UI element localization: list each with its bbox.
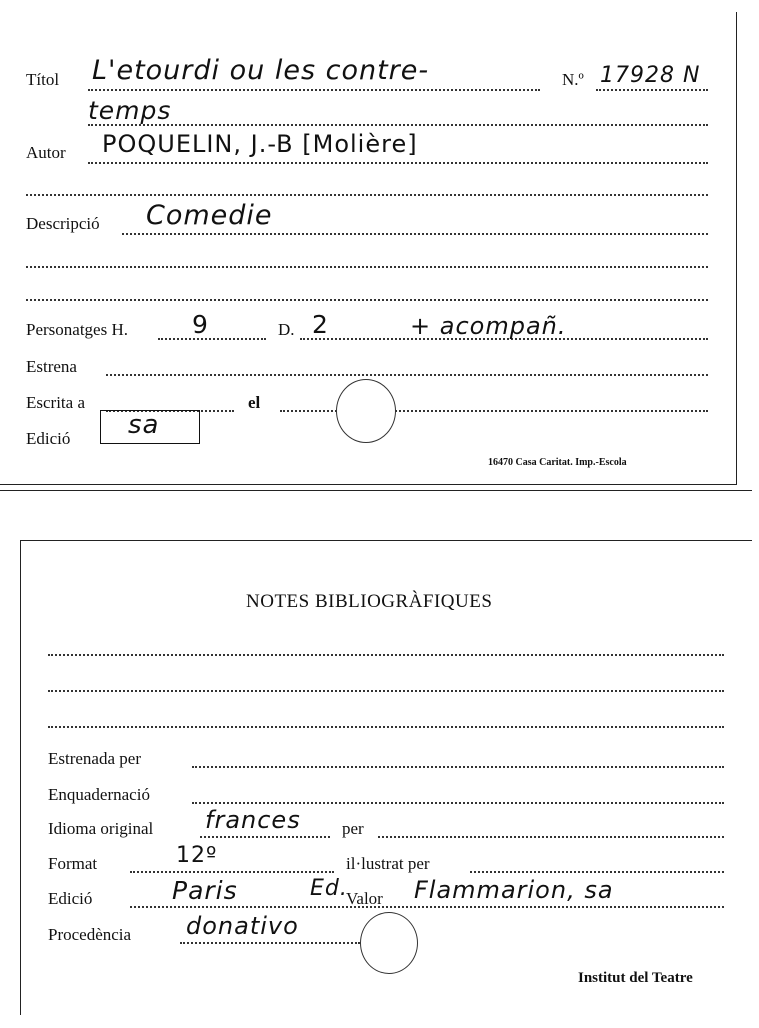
numero-label: N.º xyxy=(562,70,584,89)
titol-value: L'etourdi ou les contre- xyxy=(92,55,430,86)
personatges-extra-value: + acompañ. xyxy=(410,312,567,340)
format-value: 12º xyxy=(176,843,218,868)
procedencia-dotted-line xyxy=(180,942,360,944)
autor-value: POQUELIN, J.-B [Molière] xyxy=(102,130,418,158)
procedencia-label: Procedència xyxy=(48,925,132,944)
institution-name: Institut del Teatre xyxy=(578,970,693,986)
estrenada-per-dotted-line xyxy=(192,766,724,768)
notes-line-3 xyxy=(48,726,724,728)
personatges-d-label: D. xyxy=(278,320,295,339)
notes-heading: NOTES BIBLIOGRÀFIQUES xyxy=(246,591,493,612)
autor-extra-line xyxy=(26,194,708,196)
descripcio-extra-line-1 xyxy=(26,266,708,268)
idioma-value: frances xyxy=(205,806,301,834)
descripcio-dotted-line xyxy=(122,233,708,235)
personatges-label: Personatges H. xyxy=(26,320,128,339)
descripcio-extra-line-2 xyxy=(26,299,708,301)
titol-dotted-line xyxy=(88,89,540,91)
numero-dotted-line xyxy=(596,89,708,91)
back-edicio-label: Edició xyxy=(48,889,93,908)
escrita-el-label: el xyxy=(248,393,261,412)
notes-line-1 xyxy=(48,654,724,656)
idioma-dotted-line xyxy=(200,836,330,838)
back-edicio-dotted-line xyxy=(130,906,724,908)
card-divider-line xyxy=(0,490,752,491)
personatges-d-value: 2 xyxy=(312,310,329,339)
idioma-label: Idioma original xyxy=(48,819,154,838)
edicio-label: Edició xyxy=(26,429,71,448)
enquadernacio-dotted-line xyxy=(192,802,724,804)
personatges-h-value: 9 xyxy=(192,310,209,339)
descripcio-label: Descripció xyxy=(26,214,100,233)
enquadernacio-label: Enquadernació xyxy=(48,785,150,804)
titol-continuation-line xyxy=(88,124,708,126)
edicio-value: sa xyxy=(128,410,160,440)
autor-label: Autor xyxy=(26,143,66,162)
format-dotted-line xyxy=(130,871,334,873)
back-edicio-ed-value: Ed. xyxy=(310,876,348,901)
idioma-per-label: per xyxy=(342,819,364,838)
titol-label: Títol xyxy=(26,70,60,89)
notes-line-2 xyxy=(48,690,724,692)
estrenada-per-label: Estrenada per xyxy=(48,749,141,768)
procedencia-value: donativo xyxy=(186,912,299,940)
estrena-label: Estrena xyxy=(26,357,77,376)
autor-dotted-line xyxy=(88,162,708,164)
printer-imprint: 16470 Casa Caritat. Imp.-Escola xyxy=(488,457,627,468)
estrena-dotted-line xyxy=(106,374,708,376)
numero-value: 17928 N xyxy=(600,63,701,88)
titol-value-continuation: temps xyxy=(88,96,172,125)
personatges-h-dotted-line xyxy=(158,338,266,340)
punch-hole xyxy=(336,379,396,443)
back-edicio-publisher-value: Flammarion, sa xyxy=(414,876,614,904)
format-label: Format xyxy=(48,854,98,873)
escrita-label: Escrita a xyxy=(26,393,85,412)
illustrat-per-dotted-line xyxy=(470,871,724,873)
illustrat-per-label: il·lustrat per xyxy=(346,854,430,873)
punch-hole-back xyxy=(360,912,418,974)
back-edicio-valor-label: Valor xyxy=(346,889,383,908)
descripcio-value: Comedie xyxy=(146,200,273,231)
idioma-per-dotted-line xyxy=(378,836,724,838)
back-edicio-place-value: Paris xyxy=(172,876,238,905)
